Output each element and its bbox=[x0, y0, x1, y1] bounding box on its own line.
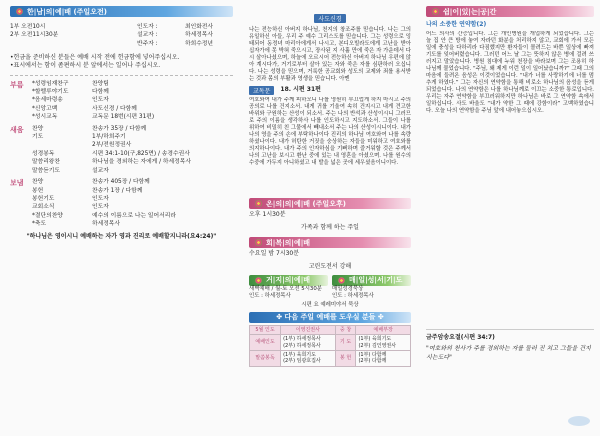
wednesday-desc: 고린도전서 강해 bbox=[308, 262, 352, 270]
item-detail: 교독문 18번(시편 31편) bbox=[92, 114, 155, 121]
service-role: 인도자 : bbox=[137, 24, 158, 30]
prayer-row: 인도 : 하세정목사 bbox=[332, 292, 374, 299]
worship-item bbox=[32, 80, 233, 88]
section-title: ✤ 다음 주일 예배를 도우실 분들 ✤ bbox=[276, 313, 384, 322]
section-title: 회|복|의|예|배 bbox=[266, 238, 311, 247]
item-detail: 다함께 bbox=[92, 89, 109, 96]
creed-label: 사도신경 bbox=[314, 14, 345, 23]
table-header-row bbox=[250, 325, 411, 334]
section-header-wednesday bbox=[249, 237, 411, 248]
service-person: 최인화전사 bbox=[185, 24, 213, 30]
item-name: *결단의찬양 bbox=[32, 212, 63, 219]
section-title: 매|일|성|서|기|도 bbox=[349, 276, 403, 285]
table-cell: 기 도 bbox=[335, 335, 356, 351]
order-of-worship bbox=[10, 80, 233, 229]
dawn-row: 인도 : 하세정목사 bbox=[249, 292, 291, 299]
worship-group bbox=[10, 80, 233, 122]
item-name: *할렐루야기도 bbox=[32, 89, 69, 96]
item-name: 봉헌 bbox=[32, 187, 44, 194]
service-name: 1부 오전10시 bbox=[10, 24, 46, 30]
divider bbox=[10, 75, 233, 76]
table-header-cell: 5월 인도 bbox=[250, 325, 281, 334]
footer-verse: "하나님은 영이시니 예배하는 자가 영과 진리로 예배할지니라(요4:24)" bbox=[26, 232, 217, 240]
worship-item bbox=[32, 212, 233, 220]
section-title: 온|의|의|예|배 (주일오후) bbox=[266, 199, 346, 208]
middle-panel bbox=[243, 0, 415, 436]
flower-icon bbox=[255, 239, 262, 246]
worship-item bbox=[32, 113, 233, 121]
note: •표시에서는 함이 좀편하시 분 앞에서는 일어나 주십시오. bbox=[10, 62, 161, 70]
service-person: 하세정목사 bbox=[185, 32, 213, 39]
item-detail: 인도자 bbox=[92, 195, 109, 202]
group-head: 보냄 bbox=[10, 179, 24, 188]
essay-body: 어느 의사의 간증입니다. 그는 개인병원을 개업하게 되었습니다. 그는 늘 집 안 큰 방에 놓여 자라던 화분을 처리하지 않고, 교회에 가서 모든 일에 충성을 다하리라 다짐했지만 환자들이 몰려드는 바쁜 일상에 빠져 기도를 잊어버렸습니다. 그러던 어느 날 그는 뜻하지 않은 병에 걸려 쓰러지고 말았습니다. 병원 침대에 누워 천장을 바라보며 그는 조용히 하나님께 물었습니다. “주님, 왜 제게 이런 일이 일어났습니까?” 그때 그의 마음에 들려온 음성은 이것이었습니다. “내가 너를 사랑하기에 너를 멈추게 하였다.” 그는 자신의 연약함을 통해 비로소 하나님의 음성을 듣게 되었습니다. 나의 연약함은 나를 하나님께로 이끄는 소중한 통로입니다. 우리는 자주 연약함을 부끄러워하지만 하나님은 바로 그 연약함 속에서 일하십니다. 사도 바울도 “내가 약한 그 때에 강함이라” 고백하였습니다. 오늘 나의 연약함을 주님 앞에 내어놓으십시오. bbox=[426, 31, 594, 115]
group-head: 새움 bbox=[10, 125, 24, 134]
item-detail: 시편 34:1-10(구,825면) / 송경수권사 bbox=[92, 150, 190, 157]
item-name: *신앙고백 bbox=[32, 105, 58, 112]
section-header-afternoon bbox=[249, 198, 411, 209]
item-name: *성령임재찬구 bbox=[32, 80, 69, 87]
item-name: 기도 bbox=[32, 134, 44, 141]
service-role: 반주자 : bbox=[137, 40, 158, 47]
item-name: 교회소식 bbox=[32, 204, 55, 211]
afternoon-desc: 가족과 함께 하는 주일 bbox=[301, 224, 359, 232]
worship-item bbox=[32, 167, 233, 175]
service-row bbox=[10, 23, 233, 31]
prayer-desc: 시편 요 예레미야서 묵상 bbox=[301, 301, 359, 308]
worship-group bbox=[10, 178, 233, 228]
essay-subtitle: 나의 소중한 연약함(2) bbox=[426, 21, 487, 28]
table-cell: (1부) 육희기도 (2부) 임광호집사 bbox=[281, 351, 336, 367]
worship-item bbox=[32, 220, 233, 228]
flower-icon bbox=[338, 277, 345, 284]
worship-item bbox=[32, 125, 233, 133]
afternoon-time: 오후 1시30분 bbox=[249, 211, 286, 218]
item-detail: 예수의 이름으로 나는 일어서리라 bbox=[92, 212, 176, 219]
item-name: 말씀듣기도 bbox=[32, 167, 60, 174]
service-row bbox=[10, 40, 233, 48]
next-week-table bbox=[249, 325, 411, 367]
responsive-reading: 여호와여 내가 주께 피하오니 나를 영원히 부끄럽게 하지 마시고 주의 공의로 나를 건지소서. 내게 귀를 기울여 속히 건지시고 내게 견고한 바위와 구원하는 산성이 되소서. 주는 나의 반석과 산성이시니 그러므로 주의 이름을 생각하사 나를 인도하시고 지도하소서. 그들이 나를 위하여 비밀히 친 그물에서 빼내소서 주는 나의 산성이시니이다. 내가 나의 영을 주의 손에 부탁하나이다 진리의 하나님 여호와여 나를 속량하셨나이다. 내가 허탄한 거짓을 숭상하는 자들을 미워하고 여호와를 의지하나이다. 내가 주의 인자하심을 기뻐하며 즐거워할 것은 주께서 나의 고난을 보시고 환난 중에 있는 내 영혼을 아셨으며. 나를 원수의 수중에 가두지 아니하셨고 내 발을 넓은 곳에 세우셨음이니이다. bbox=[249, 97, 411, 166]
service-person: 하희수정년 bbox=[185, 40, 213, 47]
section-header-rest-space bbox=[426, 6, 594, 17]
reading-label: 교독문 bbox=[249, 86, 274, 95]
item-name: 봉헌기도 bbox=[32, 195, 55, 202]
item-detail: 설교자 bbox=[92, 167, 109, 174]
item-detail: 찬송가 1장 / 다함께 bbox=[92, 187, 143, 194]
note: •헌금을 준비하신 분들은 예배 시작 전에 헌금함에 넣어주십시오. bbox=[10, 54, 180, 62]
section-header-prayer bbox=[332, 275, 411, 286]
service-row bbox=[10, 31, 233, 39]
item-name: *성시교독 bbox=[32, 114, 58, 121]
item-detail: 인도자 bbox=[92, 204, 109, 211]
verse-text: "여호와의 천사가 주를 경외하는 자를 둘러 진 치고 그들을 건지시는도다" bbox=[426, 345, 591, 361]
apostles-creed: 나는 전능하신 아버지 하나님, 천지의 창조주를 믿습니다. 나는 그의 유일하신 아들, 우리 주 예수 그리스도를 믿습니다. 그는 성령으로 잉태되어 동정녀 마리아에게서 나시고, 본디오빌라도에게 고난을 받아 십자가에 못 박혀 죽으시고, 장사된 지 사흘 만에 죽은 자 가운데서 다시 살아나셨으며, 하늘에 오르시어 전능하신 아버지 하나님 우편에 앉아 계시다가, 거기로부터 살아 있는 자와 죽은 자를 심판하러 오십니다. 나는 성령을 믿으며, 거룩한 공교회와 성도의 교제와 죄를 용서받는 것과 몸의 부활과 영생을 믿습니다. 아멘 bbox=[249, 27, 411, 82]
table-cell: 봉 헌 bbox=[335, 351, 356, 367]
flower-icon bbox=[432, 8, 439, 15]
worship-item bbox=[32, 88, 233, 96]
service-times bbox=[10, 23, 233, 48]
flower-icon bbox=[255, 200, 262, 207]
item-detail: 찬송가 35장 / 다함께 bbox=[92, 125, 147, 132]
item-name: *음세마령송 bbox=[32, 97, 63, 104]
table-header-cell: 이영진권사 bbox=[281, 325, 336, 334]
verse-title: 금주암송요절(시편 34:7) bbox=[426, 334, 495, 342]
item-detail: 찬송가 405장 / 다함께 bbox=[92, 179, 150, 186]
worship-item bbox=[32, 158, 233, 166]
flower-icon bbox=[255, 277, 262, 284]
worship-item bbox=[32, 195, 233, 203]
table-row bbox=[250, 351, 411, 367]
dawn-row: 새벽예배 / 월-토 오전 5시30분 bbox=[249, 285, 322, 292]
service-name: 2부 오전11시30분 bbox=[10, 32, 59, 39]
group-head: 부름 bbox=[10, 80, 24, 89]
section-title: 거|지|의|예|배 bbox=[266, 276, 311, 285]
item-detail: 인도자 bbox=[92, 97, 109, 104]
worship-item bbox=[32, 105, 233, 113]
item-name: 말씀리왕찬 bbox=[32, 159, 60, 166]
right-panel bbox=[418, 0, 600, 436]
service-name bbox=[10, 40, 137, 48]
wednesday-time: 수요일 밤 7시30분 bbox=[249, 250, 300, 258]
item-name bbox=[32, 141, 92, 149]
section-header-dawn bbox=[249, 275, 328, 286]
table-cell: (1부) 다함께 (2부) 다함께 bbox=[356, 351, 411, 367]
item-name: 찬양 bbox=[32, 125, 44, 132]
notes bbox=[10, 54, 233, 70]
table-cell: (1부) 하세정목사 (2부) 하세정목사 bbox=[281, 335, 336, 351]
worship-item bbox=[32, 133, 233, 141]
table-cell: (1부) 육희기도 (2부) 김인영권사 bbox=[356, 335, 411, 351]
reading-title: 18. 시편 31편 bbox=[280, 86, 321, 94]
item-detail: 사도신경 / 다함께 bbox=[92, 105, 137, 112]
decorative-leaf-icon bbox=[568, 416, 590, 426]
item-detail: 하세정목사 bbox=[92, 221, 120, 228]
next-week-header bbox=[249, 312, 411, 323]
section-title: 한|남|의|예|배 (주일오전) bbox=[27, 7, 107, 16]
prayer-row: 매일성경묵상 bbox=[332, 285, 364, 292]
worship-item bbox=[32, 178, 233, 186]
section-title: 쉼|이|있|는|공|간 bbox=[443, 7, 497, 16]
worship-item bbox=[32, 141, 233, 149]
worship-item bbox=[32, 203, 233, 211]
item-name: 찬양 bbox=[32, 179, 44, 186]
table-header-cell: 예배부장 bbox=[356, 325, 411, 334]
item-name: 성경봉독 bbox=[32, 150, 55, 157]
item-name: *축도 bbox=[32, 221, 47, 228]
item-detail: 찬양팀 bbox=[92, 80, 109, 87]
item-detail: 1부/하희주기 bbox=[92, 134, 126, 141]
table-header-cell: 중 창 bbox=[335, 325, 356, 334]
worship-item bbox=[32, 150, 233, 158]
item-detail: 2부/전원정권사 bbox=[92, 142, 132, 149]
section-header-morning-service bbox=[10, 6, 233, 17]
worship-item bbox=[32, 96, 233, 104]
left-panel bbox=[0, 0, 241, 436]
table-row bbox=[250, 335, 411, 351]
table-cell: 예배인도 bbox=[250, 335, 281, 351]
service-role: 설교자 : bbox=[137, 32, 158, 39]
item-detail: 하나님을 경외하는 자에게 / 하세정목사 bbox=[92, 159, 191, 166]
flower-icon bbox=[16, 8, 23, 15]
worship-item bbox=[32, 187, 233, 195]
memory-verse bbox=[426, 329, 594, 362]
table-cell: 말씀봉독 bbox=[250, 351, 281, 367]
worship-group bbox=[10, 125, 233, 175]
